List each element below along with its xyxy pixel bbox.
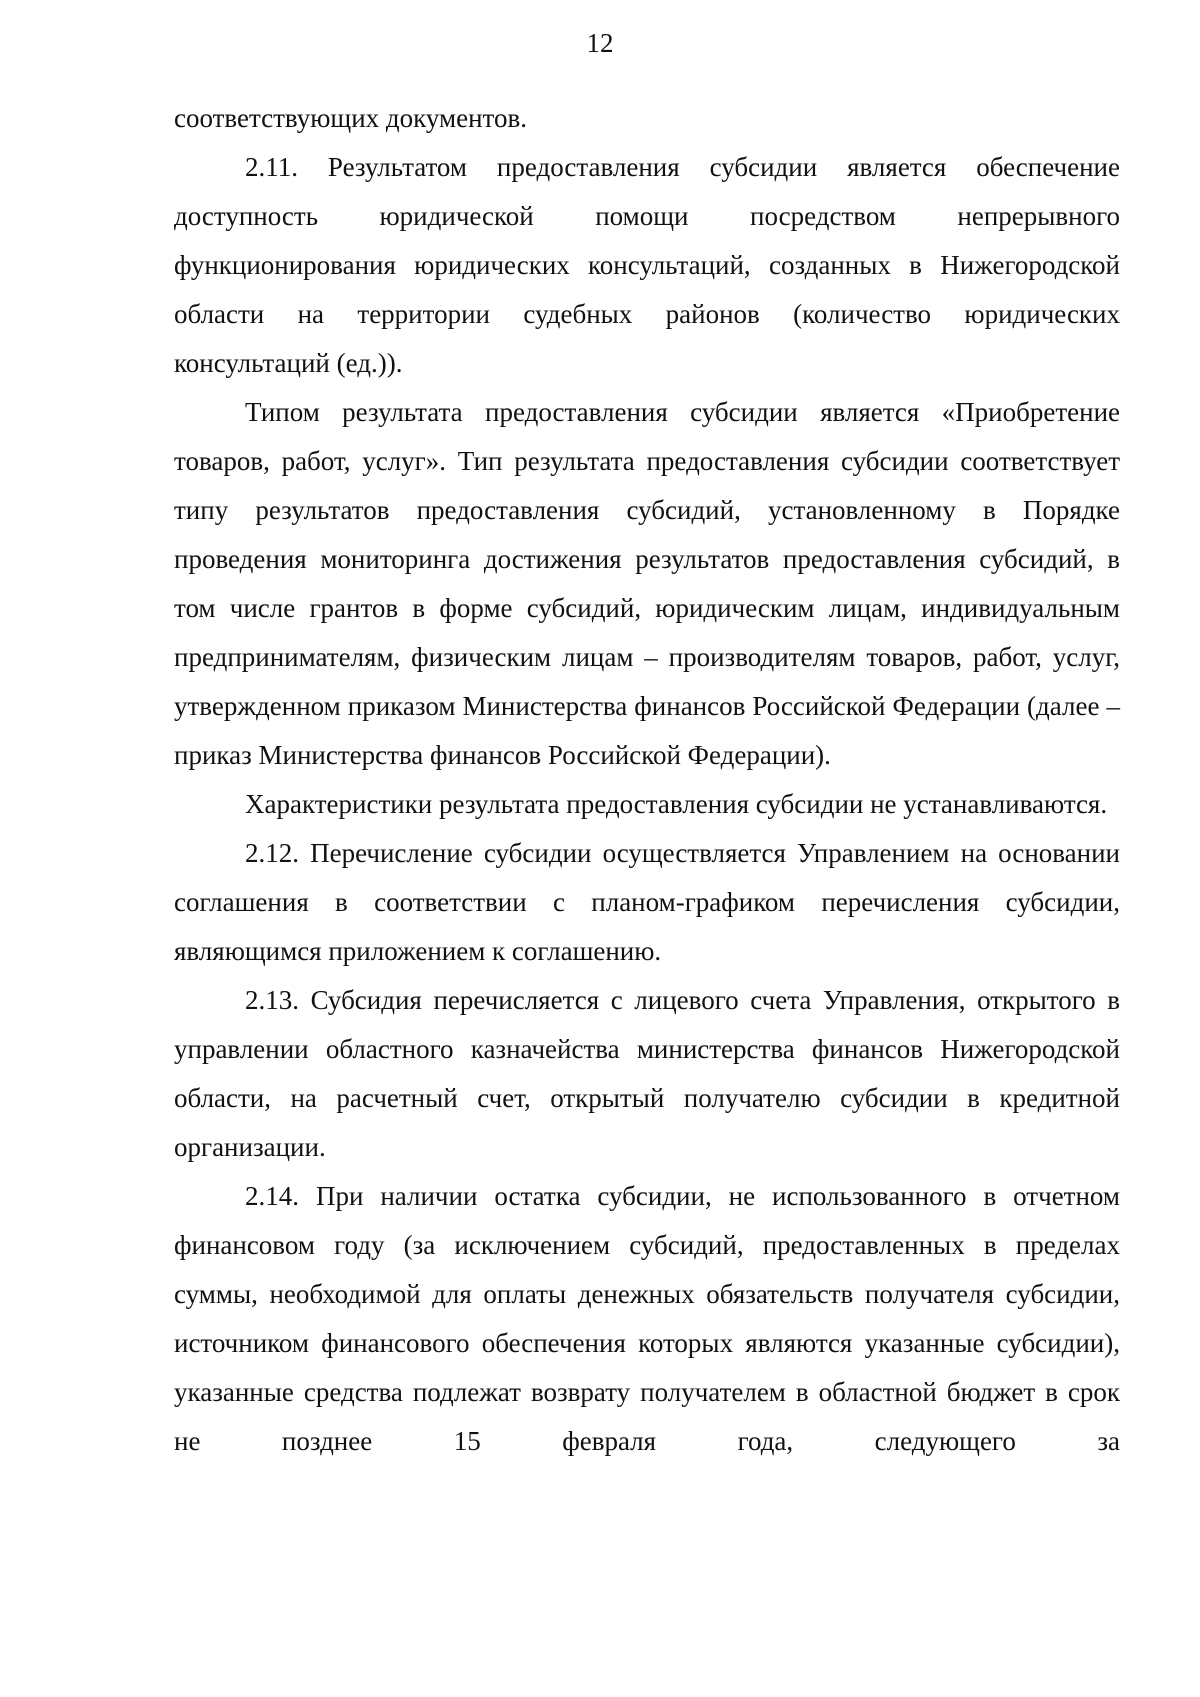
document-body	[174, 94, 1120, 1466]
page-number: 12	[586, 28, 614, 58]
paragraph-2-14: 2.14. При наличии остатка субсидии, не использованного в отчетном финансовом году (за исключением субсидий, предоставленных в пределах суммы, необходимой для оплаты денежных обязательств получателя субсидии, источником финансового обеспечения которых являются указанные субсидии), указанные средства подлежат возврату получателем в областной бюджет в срок не позднее 15 февраля года, следующего за	[174, 1181, 1120, 1456]
paragraph-2-13: 2.13. Субсидия перечисляется с лицевого счета Управления, открытого в управлении областного казначейства министерства финансов Нижегородской области, на расчетный счет, открытый получателю субсидии в кредитной организации.	[174, 985, 1120, 1162]
paragraph-result-type: Типом результата предоставления субсидии является «Приобретение товаров, работ, услуг». Тип результата предоставления субсидии соответствует типу результатов предоставления субсидий, установленному в Порядке проведения мониторинга достижения результатов предоставления субсидий, в том числе грантов в форме субсидий, юридическим лицам, индивидуальным предпринимателям, физическим лицам – производителям товаров, работ, услуг, утвержденном приказом Министерства финансов Российской Федерации (далее – приказ Министерства финансов Российской Федерации).	[174, 397, 1120, 770]
paragraph-2-11: 2.11. Результатом предоставления субсидии является обеспечение доступность юридической помощи посредством непрерывного функционирования юридических консультаций, созданных в Нижегородской области на территории судебных районов (количество юридических консультаций (ед.)).	[174, 152, 1120, 378]
paragraph-continuation: соответствующих документов.	[174, 103, 527, 133]
paragraph-2-12: 2.12. Перечисление субсидии осуществляется Управлением на основании соглашения в соответствии с планом-графиком перечисления субсидии, являющимся приложением к соглашению.	[174, 838, 1120, 966]
paragraph-characteristics: Характеристики результата предоставления субсидии не устанавливаются.	[245, 789, 1108, 819]
